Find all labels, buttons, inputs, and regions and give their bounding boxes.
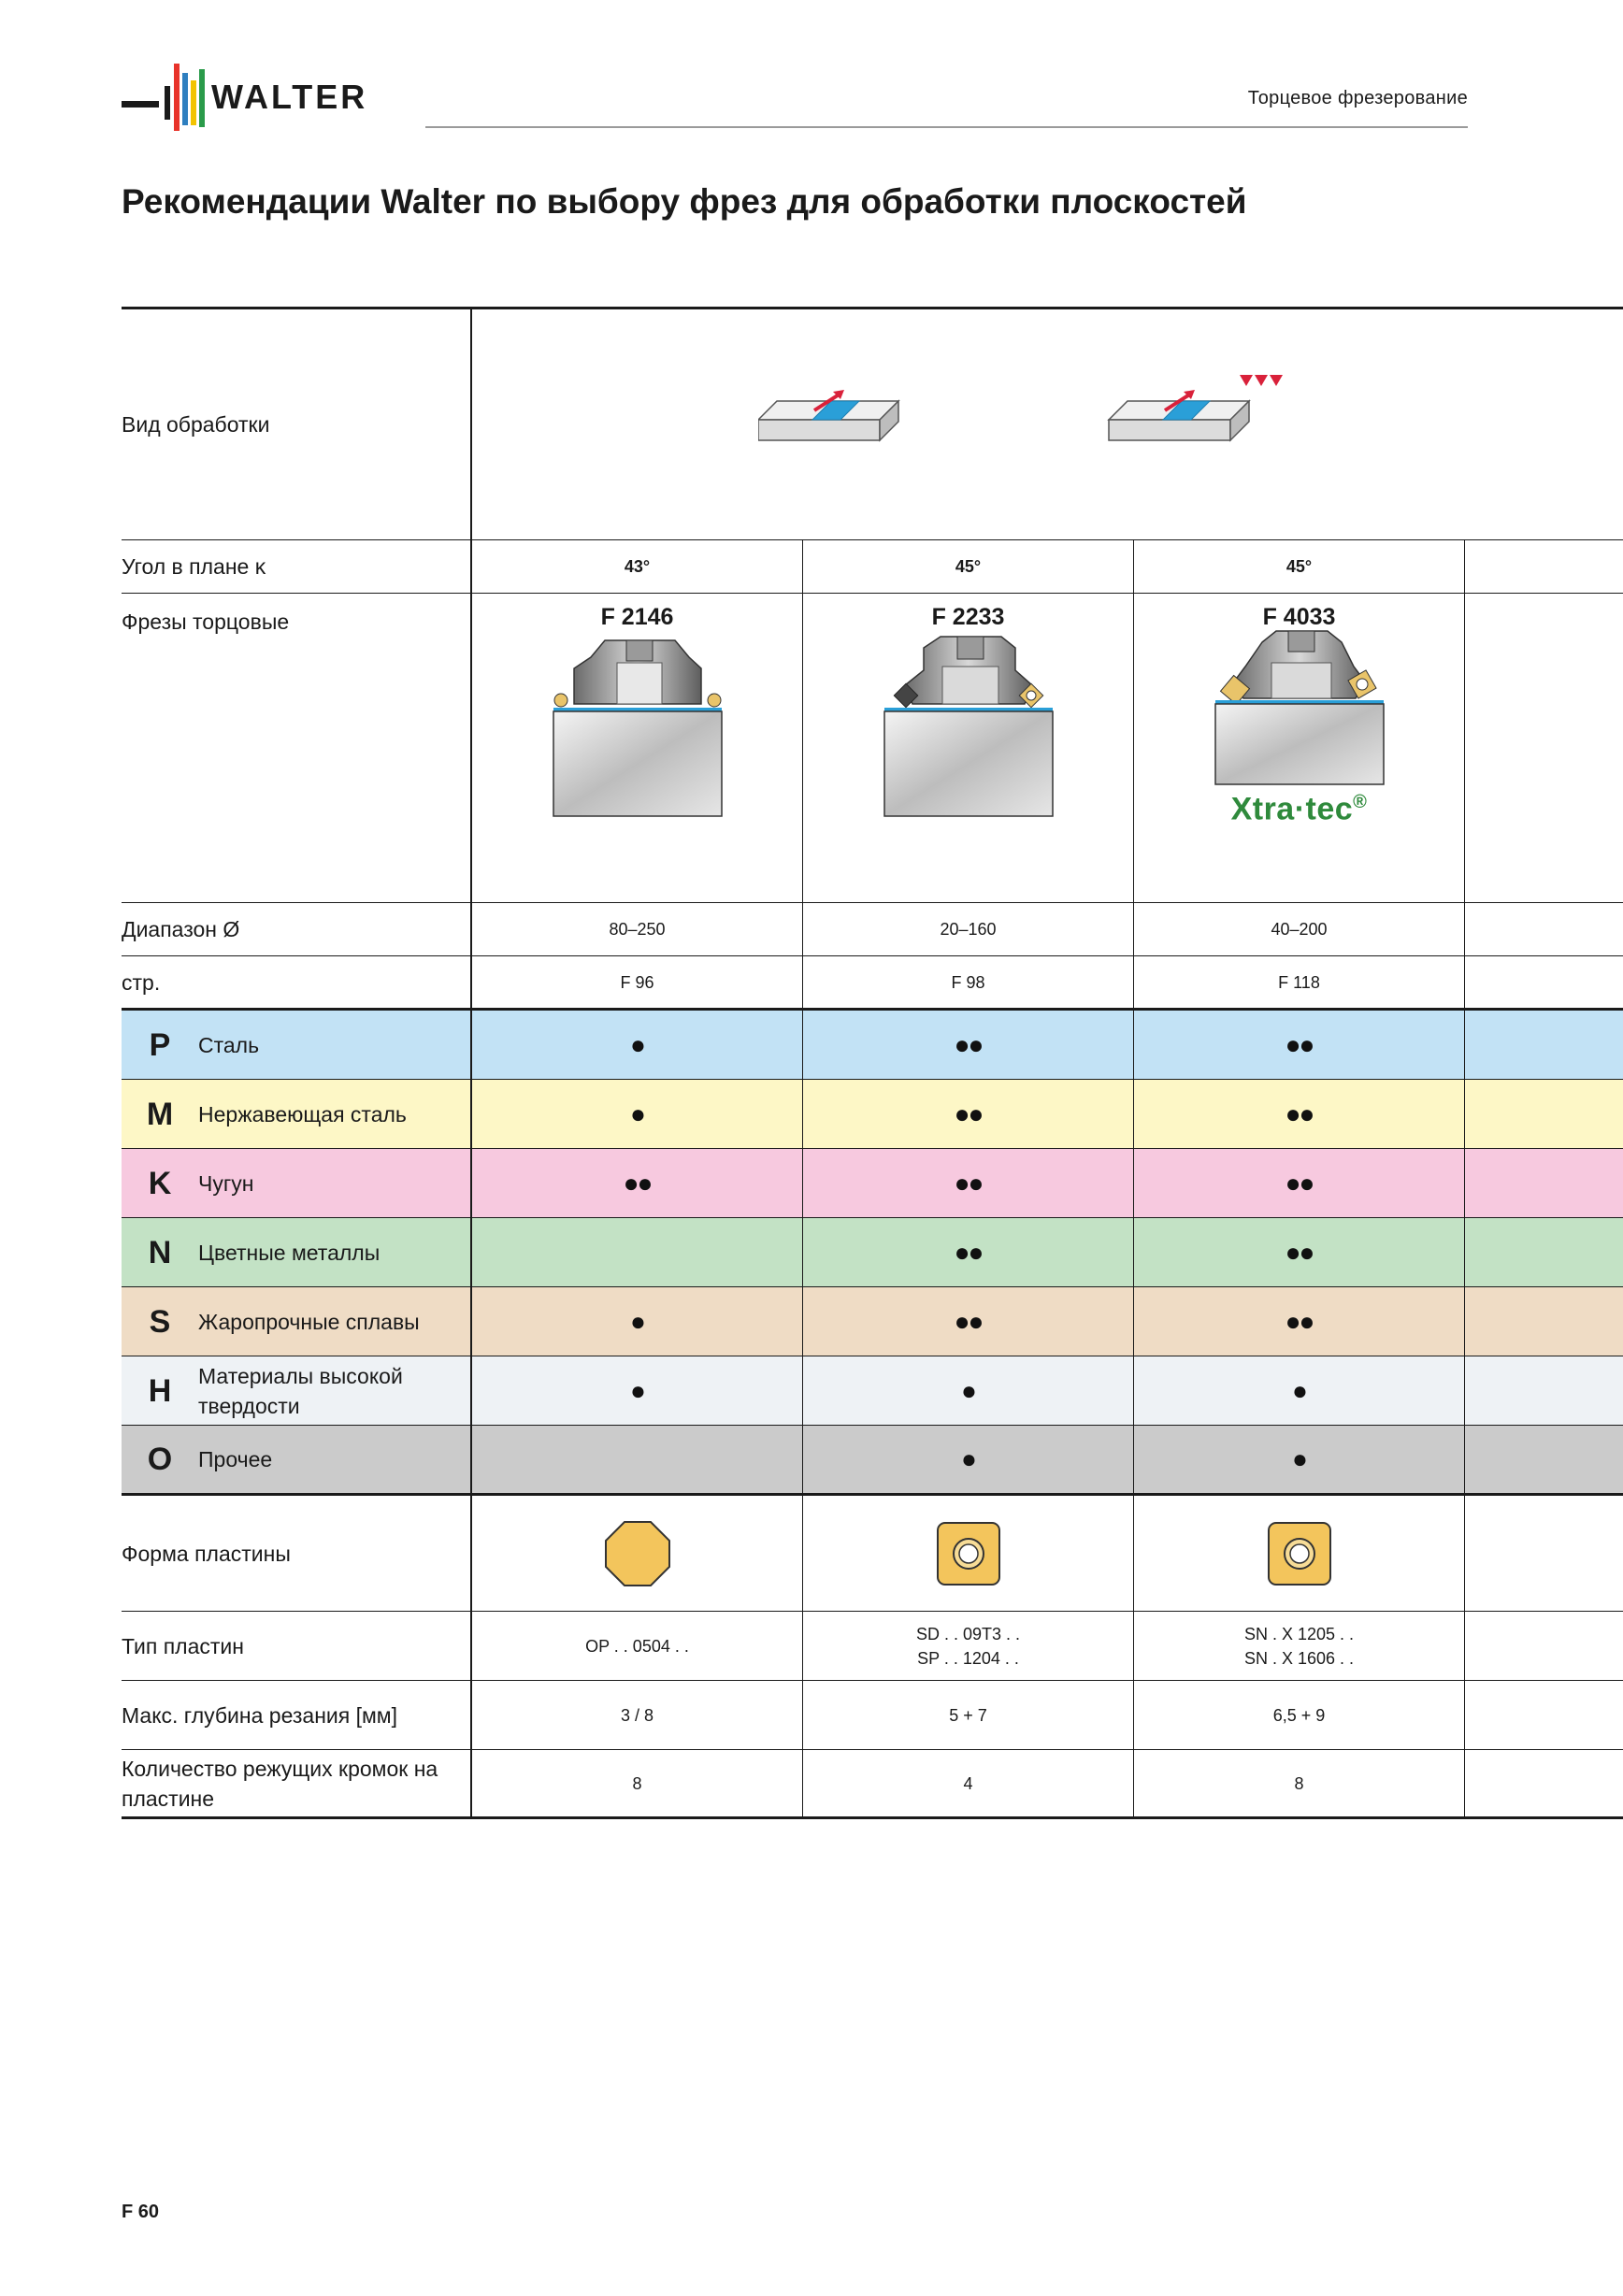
page-number: F 60 — [122, 2202, 160, 2222]
operation-illustrations — [758, 373, 1338, 476]
suitability-dots: ●● — [1134, 1218, 1465, 1286]
material-row-p — [122, 1011, 1623, 1080]
operation-label: Вид обработки — [122, 309, 472, 539]
material-letter: K — [148, 1165, 172, 1201]
page-ref-label: стр. — [122, 956, 472, 1008]
cutting-edges-row — [122, 1750, 1623, 1819]
suitability-dots: ●● — [803, 1080, 1134, 1148]
walter-logo — [122, 60, 402, 135]
angle-value: 45° — [803, 540, 1134, 593]
suitability-dots: ●● — [1134, 1011, 1465, 1079]
face-mill-f2146-image — [535, 629, 740, 835]
material-name: Нержавеющая сталь — [198, 1101, 407, 1126]
suitability-dots: ● — [472, 1011, 803, 1079]
max-depth-label: Макс. глубина резания [мм] — [122, 1681, 472, 1749]
material-name: Материалы высокой твердости — [198, 1363, 403, 1418]
octagonal-insert-icon — [604, 1520, 671, 1587]
face-mill-f4033-image — [1197, 629, 1402, 786]
insert-type-row — [122, 1612, 1623, 1681]
page-ref-link[interactable]: F 98 — [803, 956, 1134, 1008]
material-letter: P — [149, 1026, 171, 1063]
angle-label: Угол в плане κ — [122, 540, 472, 593]
angle-value: 43° — [472, 540, 803, 593]
max-depth-value: 5 + 7 — [803, 1681, 1134, 1749]
material-letter: H — [148, 1372, 172, 1409]
suitability-dots: ● — [803, 1356, 1134, 1425]
suitability-dots: ●● — [1134, 1149, 1465, 1217]
cutter-name: F 2233 — [931, 604, 1005, 630]
material-letter: M — [146, 1096, 174, 1132]
cutter-cell-f2146 — [472, 594, 803, 902]
diameter-value: 80–250 — [472, 903, 803, 955]
suitability-dots: ●● — [803, 1287, 1134, 1356]
diameter-row — [122, 903, 1623, 956]
suitability-dots: ● — [1134, 1426, 1465, 1493]
material-letter: S — [149, 1303, 171, 1340]
page-ref-row — [122, 956, 1623, 1011]
suitability-dots — [472, 1426, 803, 1493]
xtratec-badge: Xtra·tec® — [1230, 791, 1368, 827]
suitability-dots: ● — [803, 1426, 1134, 1493]
insert-type-value: SN . X 1606 . . — [1243, 1648, 1355, 1668]
page-title: Рекомендации Walter по выбору фрез для обработки плоскостей — [122, 182, 1247, 221]
insert-type-label: Тип пластин — [122, 1612, 472, 1680]
material-letter: O — [147, 1442, 173, 1477]
suitability-dots: ●● — [472, 1149, 803, 1217]
suitability-dots: ● — [1134, 1356, 1465, 1425]
cutting-edges-value: 8 — [472, 1750, 803, 1816]
suitability-dots: ●● — [803, 1011, 1134, 1079]
material-name: Цветные металлы — [198, 1240, 381, 1265]
material-row-h — [122, 1356, 1623, 1426]
diameter-label: Диапазон Ø — [122, 903, 472, 955]
insert-type-value: SP . . 1204 . . — [917, 1648, 1019, 1668]
cutter-name: F 2146 — [600, 604, 674, 630]
diameter-value: 40–200 — [1134, 903, 1465, 955]
cutting-edges-label: Количество режущих кромок на пластине — [122, 1750, 472, 1816]
suitability-dots: ●● — [803, 1218, 1134, 1286]
operation-row — [122, 307, 1623, 540]
max-depth-value: 3 / 8 — [472, 1681, 803, 1749]
operation-icons — [472, 309, 1623, 539]
cutter-cell-f2233 — [803, 594, 1134, 902]
page-ref-link[interactable]: F 118 — [1134, 956, 1465, 1008]
material-name: Прочее — [198, 1447, 273, 1471]
material-row-n — [122, 1218, 1623, 1287]
angle-value: 45° — [1134, 540, 1465, 593]
selection-table — [122, 307, 1623, 1819]
suitability-dots: ●● — [1134, 1287, 1465, 1356]
insert-type-value: OP . . 0504 . . — [585, 1636, 689, 1656]
insert-type-value: SN . X 1205 . . — [1243, 1624, 1355, 1643]
square-insert-icon — [935, 1520, 1002, 1587]
insert-shape-row — [122, 1496, 1623, 1612]
material-row-m — [122, 1080, 1623, 1149]
page-ref-link[interactable]: F 96 — [472, 956, 803, 1008]
material-name: Жаропрочные сплавы — [198, 1309, 420, 1334]
roughing-surface-icon — [758, 390, 898, 440]
diameter-value: 20–160 — [803, 903, 1134, 955]
max-depth-value: 6,5 + 9 — [1134, 1681, 1465, 1749]
insert-type-value: SD . . 09T3 . . — [915, 1624, 1021, 1643]
cutting-edges-value: 8 — [1134, 1750, 1465, 1816]
suitability-dots: ● — [472, 1287, 803, 1356]
max-depth-row — [122, 1681, 1623, 1750]
suitability-dots — [472, 1218, 803, 1286]
material-letter: N — [148, 1234, 172, 1270]
finishing-surface-icon — [1109, 375, 1283, 440]
cutters-row — [122, 594, 1623, 903]
material-row-o — [122, 1426, 1623, 1496]
angle-row — [122, 540, 1623, 594]
cutter-name: F 4033 — [1262, 604, 1336, 630]
suitability-dots: ●● — [803, 1149, 1134, 1217]
square-insert-icon — [1266, 1520, 1333, 1587]
face-mill-f2233-image — [866, 629, 1071, 835]
suitability-dots: ● — [472, 1356, 803, 1425]
material-name: Сталь — [198, 1032, 260, 1057]
suitability-dots: ●● — [1134, 1080, 1465, 1148]
suitability-dots: ● — [472, 1080, 803, 1148]
cutters-label: Фрезы торцовые — [122, 594, 472, 902]
material-name: Чугун — [198, 1170, 254, 1196]
header-divider — [425, 126, 1468, 128]
material-row-k — [122, 1149, 1623, 1218]
insert-shape-label: Форма пластины — [122, 1496, 472, 1611]
cutter-cell-f4033 — [1134, 594, 1465, 902]
material-row-s — [122, 1287, 1623, 1356]
cutting-edges-value: 4 — [803, 1750, 1134, 1816]
brand-name: WALTER — [211, 78, 368, 116]
section-label: Торцевое фрезерование — [1247, 88, 1468, 108]
